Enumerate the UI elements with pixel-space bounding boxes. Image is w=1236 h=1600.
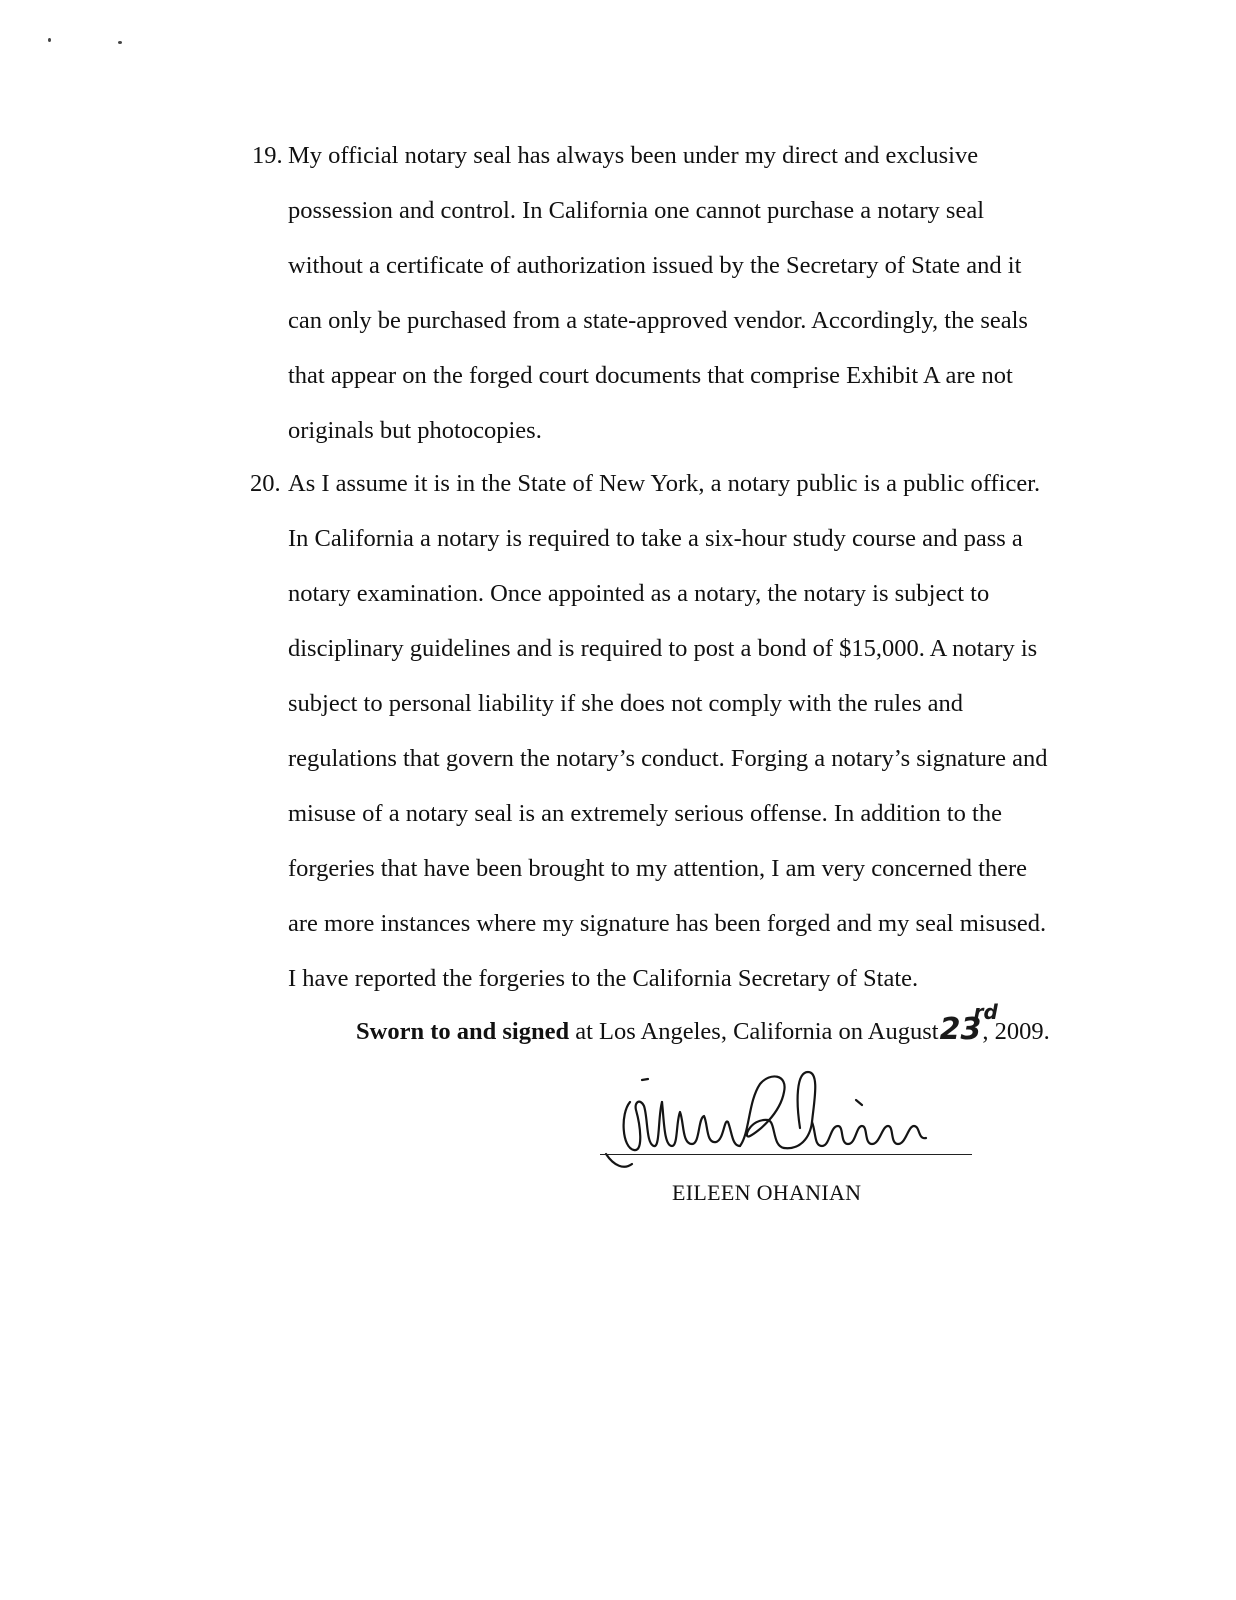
text-line: originals but photocopies. [288,417,542,444]
scan-speck [48,38,51,42]
paragraph-number: 20. [250,470,281,497]
text-line: that appear on the forged court documents that comprise Exhibit A are not [288,362,1013,389]
text-line: notary examination. Once appointed as a notary, the notary is subject to [288,580,990,607]
handwritten-day: 23 [939,1012,982,1047]
text-line: regulations that govern the notary’s conduct. Forging a notary’s signature and [288,745,1048,772]
text-line: misuse of a notary seal is an extremely serious offense. In addition to the [288,800,1002,827]
text-line: subject to personal liability if she does not comply with the rules and [288,690,963,717]
sworn-text: at Los Angeles, California on August [569,1018,939,1045]
signer-name: EILEEN OHANIAN [672,1180,862,1205]
text-line: possession and control. In California one cannot purchase a notary seal [288,197,985,224]
handwritten-signature-icon [600,1062,972,1182]
sworn-statement [356,1000,1050,1054]
text-line: are more instances where my signature has been forged and my seal misused. [288,910,1047,937]
paragraph-body [288,128,1052,458]
handwritten-date [939,1000,998,1052]
text-line: without a certificate of authorization issued by the Secretary of State and it [288,252,1022,279]
text-line: My official notary seal has always been under my direct and exclusive [288,142,979,169]
paragraph-19 [252,128,1052,458]
sworn-bold-lead: Sworn to and signed [356,1018,570,1045]
text-line: can only be purchased from a state-approved vendor. Accordingly, the seals [288,307,1028,334]
text-line: I have reported the forgeries to the California Secretary of State. [288,965,919,992]
paragraph-body [288,456,1052,1006]
signature-line [600,1154,972,1155]
text-line: forgeries that have been brought to my attention, I am very concerned there [288,855,1028,882]
scan-speck [118,41,122,44]
paragraph-number: 19. [252,142,283,169]
paragraph-20 [252,456,1052,1006]
text-line: In California a notary is required to take a six-hour study course and pass a [288,525,1023,552]
text-line: disciplinary guidelines and is required to post a bond of $15,000. A notary is [288,635,1038,662]
text-line: As I assume it is in the State of New York, a notary public is a public officer. [288,470,1041,497]
sworn-year: , 2009. [982,1018,1050,1045]
handwritten-suffix: rd [973,1000,998,1024]
